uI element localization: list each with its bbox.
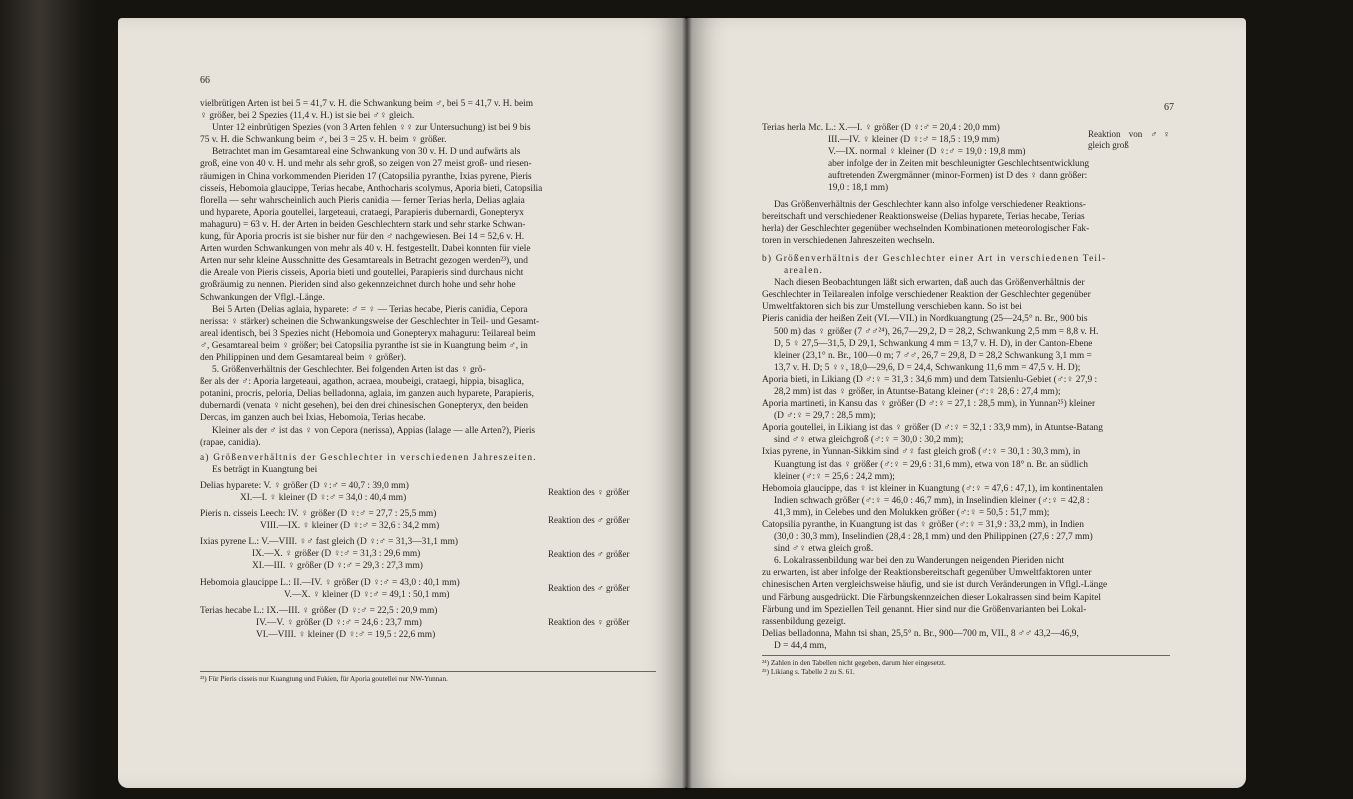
- text-line: 75 v. H. die Schwankung beim ♂, bei 3 = 25 v. H. beim ♀ größer.: [200, 135, 447, 146]
- season-group: [200, 536, 656, 572]
- text-line: Pieris canidia der heißen Zeit (VI.—VII.) in Nordkuangtung (25—24,5° n. Br., 900 bis: [762, 314, 1088, 325]
- text-line: Unter 12 einbrütigen Spezies (von 3 Arten fehlen ♀♀ zur Untersuchung) ist bei 9 bis: [212, 123, 531, 134]
- text-line: III.—IV. ♀ kleiner (D ♀:♂ = 18,5 : 19,9 mm): [828, 135, 1000, 146]
- text-line: Terias herla Mc. L.: X.—I. ♀ größer (D ♀:♂ = 20,4 : 20,0 mm): [762, 123, 1000, 133]
- text-line: kleiner (♂:♀ = 25,6 : 24,2 mm);: [774, 471, 895, 482]
- season-group: [762, 122, 1170, 158]
- text-line: VIII.—IX. ♀ kleiner (D ♀:♂ = 32,6 : 34,2 mm): [260, 521, 440, 532]
- text-line: areal identisch, bei 3 Spezies nicht (Hebomoia und Gonepteryx mahaguru: Teilareal beim: [200, 328, 536, 339]
- text-line: XI.—III. ♀ größer (D ♀:♂ = 29,3 : 27,3 mm): [252, 561, 423, 572]
- text-line: kleiner (23,1° n. Br., 100—0 m; 7 ♂♂, 26,7 = 29,8, D = 28,2 Schwankung 3,1 mm =: [774, 350, 1092, 361]
- text-line: XI.—I. ♀ kleiner (D ♀:♂ = 34,0 : 40,4 mm): [240, 493, 407, 503]
- text-line: auftretenden Zwergmänner (minor-Formen) ist D des ♀ dann größer:: [828, 171, 1088, 182]
- text-line: VI.—VIII. ♀ kleiner (D ♀:♂ = 19,5 : 22,6 mm): [256, 629, 436, 640]
- text-line: Aporia goutellei, in Likiang ist das ♀ größer (D ♂:♀ = 32,1 : 33,9 mm), in Atuntse-Batang: [762, 423, 1103, 434]
- text-line: IX.—X. ♀ größer (D ♀:♂ = 31,3 : 29,6 mm): [252, 549, 421, 560]
- right-body: [762, 122, 1170, 652]
- text-line: 19,0 : 18,1 mm): [828, 183, 889, 194]
- text-line: kung, für Aporia procris ist sie bisher nur für den ♂ nachgewiesen. Bei 14 = 52,6 v. H.: [200, 232, 525, 243]
- text-line: Pieris n. cisseis Leech: IV. ♀ größer (D ♀:♂ = 27,7 : 25,5 mm): [200, 509, 437, 520]
- text-line: Bei 5 Arten (Delias aglaia, hyparete: ♂ = ♀ — Terias hecabe, Pieris canidia, Cepora: [212, 304, 528, 315]
- text-line: Nach diesen Beobachtungen läßt sich erwarten, daß auch das Größenverhältnis der: [774, 278, 1085, 289]
- book-gutter: [682, 16, 692, 790]
- left-page: [118, 18, 686, 788]
- reaction-note: Reaktion des ♂ größer: [548, 548, 630, 559]
- text-line: 500 m) das ♀ größer (7 ♂♂²⁴), 26,7—29,2, D = 28,2, Schwankung 2,5 mm = 8,8 v. H.: [774, 326, 1099, 337]
- text-line: Terias hecabe L.: IX.—III. ♀ größer (D ♀:♂ = 22,5 : 20,9 mm): [200, 605, 438, 616]
- text-line: den Philippinen und dem Gesamtareal beim ♀ größer).: [200, 352, 406, 363]
- text-line: Färbung und im Speziellen Teil genannt. Hier sind nur die Größenvarianten bei Lokal-: [762, 604, 1087, 615]
- reaction-note: Reaktion des ♂ größer: [548, 583, 630, 594]
- text-line: rassenbildung gezeigt.: [762, 616, 846, 627]
- text-line: Indien schwach größer (♂:♀ = 46,0 : 46,7 mm), in Inselindien kleiner (♂:♀ = 42,8 :: [774, 495, 1090, 506]
- text-line: V.—X. ♀ kleiner (D ♀:♂ = 49,1 : 50,1 mm): [284, 589, 450, 600]
- text-line: Arten wurden Schwankungen von mehr als 40 v. H. festgestellt. Dabei konnten für viele: [200, 244, 531, 255]
- reaction-note: Reaktion des ♀ größer: [548, 617, 630, 628]
- text-line: und Färbung ausgedrückt. Die Färbungskennzeichen dieser Lokalrassen sind beim Kapitel: [762, 592, 1101, 603]
- text-line: herla) der Geschlechter gegenüber wechselnden Kombinationen meteorologischer Fak-: [762, 223, 1090, 234]
- text-line: IV.—V. ♀ größer (D ♀:♂ = 24,6 : 23,7 mm): [256, 617, 422, 628]
- text-line: ♀ größer, bei 2 Spezies (11,4 v. H.) ist sie bei ♂♀ gleich.: [200, 111, 415, 122]
- text-line: Ixias pyrene, in Yunnan-Sikkim sind ♂♀ fast gleich groß (♂:♀ = 30,1 : 30,3 mm), in: [762, 447, 1081, 458]
- text-line: (rapae, canidia).: [200, 437, 261, 448]
- season-group: [200, 605, 656, 641]
- text-line: Kleiner als der ♂ ist das ♀ von Cepora (nerissa), Appias (lalage — alle Arten?), Pieris: [212, 425, 536, 436]
- text-line: Hebomoia glaucippe, das ♀ ist kleiner in Kuangtung (♂:♀ = 47,6 : 47,1), im kontinentalen: [762, 483, 1103, 494]
- text-line: florella — sehr wahrscheinlich auch Pieris canidia — ferner Terias herla, Delias aglaia: [200, 195, 525, 206]
- text-line: V.—IX. normal ♀ kleiner (D ♀:♂ = 19,0 : 19,8 mm): [828, 147, 1026, 158]
- page-number: 67: [1164, 102, 1174, 113]
- text-line: 28,2 mm) ist das ♀ größer, in Atuntse-Batang kleiner (♂:♀ 28,6 : 27,4 mm);: [774, 386, 1061, 397]
- text-line: Hebomoia glaucippe L.: II.—IV. ♀ größer (D ♀:♂ = 43,0 : 40,1 mm): [200, 577, 460, 588]
- footnote: ²⁵) Likiang s. Tabelle 2 zu S. 61.: [762, 668, 855, 676]
- text-line: potanini, procris, peloria, Delias belladonna, aglaia, im ganzen auch hyparete, Parapieris,: [200, 389, 534, 400]
- section-heading: 5. Größenverhältnis der Geschlechter. Bei folgenden Arten ist das ♀ grö-: [212, 365, 486, 376]
- text-line: Delias belladonna, Mahn tsi shan, 25,5° n. Br., 900—700 m, VII., 8 ♂♂ 43,2—46,9,: [762, 628, 1079, 639]
- season-group: [200, 508, 656, 532]
- text-line: Arten nur sehr kleine Ausschnitte des Gesamtareals in Betracht gezogen werden²³), und: [200, 256, 528, 267]
- text-line: ♂, Gesamtareal beim ♀ größer; bei Catopsilia pyranthe ist sie in Kuangtung beim ♂, in: [200, 340, 528, 351]
- text-line: D, 5 ♀ 27,5—31,5, D 29,1, Schwankung 4 mm = 13,7 v. H. D), in der Canton-Ebene: [774, 338, 1093, 349]
- text-line: aber infolge der in Zeiten mit beschleunigter Geschlechtsentwicklung: [828, 159, 1090, 170]
- text-line: Catopsilia pyranthe, in Kuangtung ist das ♀ größer (♂:♀ = 31,9 : 33,2 mm), in Indien: [762, 520, 1084, 530]
- text-line: Geschlechter in Teilarealen infolge verschiedener Reaktion der Geschlechter gegenüber: [762, 290, 1091, 301]
- text-line: chinesischen Arten vergleichsweise häufig, und sie ist durch Veränderungen in Vflgl.-Länge: [762, 580, 1108, 591]
- text-line: Dercas, im ganzen auch bei Ixias, Hebomoia, Terias hecabe.: [200, 413, 426, 424]
- text-line: cisseis, Hebomoia glaucippe, Terias hecabe, Anthocharis scolymus, Aporia bieti, Catopsilia: [200, 183, 543, 194]
- text-line: vielbrütigen Arten ist bei 5 = 41,7 v. H. die Schwankung beim ♂, bei 5 = 41,7 v. H. beim: [200, 99, 534, 109]
- text-line: ßer als der ♂: Aporia largeteaui, agathon, acraea, moubeigi, crataegi, hippia, bisaglica,: [200, 377, 524, 388]
- text-line: räumigen in China vorkommenden Pieriden 17 (Catopsilia pyranthe, Ixias pyrene, Pieris: [200, 171, 532, 182]
- footnote: ²⁴) Zahlen in den Tabellen nicht gegeben, darum hier eingesetzt.: [762, 659, 946, 667]
- text-line: Aporia bieti, in Likiang (D ♂:♀ = 31,3 : 34,6 mm) und dem Tatsienlu-Gebiet (♂:♀ 27,9 :: [762, 374, 1098, 385]
- text-line: Umweltfaktoren sich bis zur Umstellung verschieben kann. So ist bei: [762, 302, 1022, 313]
- text-line: 13,7 v. H. D; 5 ♀♀, 18,0—29,6, D = 24,4, Schwankung 11,6 mm = 47,5 v. H. D);: [774, 362, 1081, 373]
- right-page: [686, 18, 1246, 788]
- text-line: groß, eine von 40 v. H. und mehr als sehr groß, so zeigen von 27 meist groß- und riesen-: [200, 159, 532, 170]
- page-number: 66: [200, 75, 210, 86]
- text-line: die Areale von Pieris cisseis, Aporia bieti und goutellei, Parapieris sind durchaus nicht: [200, 268, 524, 279]
- subsection-heading: arealen.: [784, 266, 824, 277]
- footnotes: [200, 671, 656, 684]
- text-line: nerissa: ♀ stärker) scheinen die Schwankungsweise der Geschlechter in Teil- und Gesamt-: [200, 316, 540, 327]
- text-line: mahaguru) = 63 v. H. der Arten in beiden Geschlechtern stark und sehr starke Schwan-: [200, 219, 526, 230]
- text-line: sind ♂♀ etwa gleichgroß (♂:♀ = 30,0 : 30,2 mm);: [774, 435, 964, 446]
- reaction-note: Reaktion von ♂♀ gleich groß: [1088, 129, 1170, 151]
- text-line: zu erwarten, ist aber infolge der Reaktionsbereitschaft gegenüber Umweltfaktoren unter: [762, 568, 1092, 579]
- text-line: sind ♂♀ etwa gleich groß.: [774, 544, 874, 555]
- text-line: (D ♂:♀ = 29,7 : 28,5 mm);: [774, 411, 876, 422]
- text-line: Es beträgt in Kuangtung bei: [212, 464, 318, 475]
- reaction-note: Reaktion des ♂ größer: [548, 514, 630, 525]
- text-line: großräumig zu nennen. Pieriden sind also gekennzeichnet durch hohe und sehr hohe: [200, 280, 516, 291]
- footnotes: [762, 655, 1170, 677]
- text-line: Kuangtung ist das ♀ größer (♂:♀ = 29,6 : 31,6 mm), etwa von 18° n. Br. an südlich: [774, 459, 1088, 470]
- text-line: Betrachtet man im Gesamtareal eine Schwankung von 30 v. H. D und aufwärts als: [212, 147, 521, 158]
- footnote: ²³) Für Pieris cisseis nur Kuangtung und Fukien, für Aporia goutellei nur NW-Yunnan.: [200, 675, 448, 683]
- reaction-note: Reaktion des ♀ größer: [548, 486, 630, 497]
- text-line: Aporia martineti, in Kansu das ♀ größer (D ♂:♀ = 27,1 : 28,5 mm), in Yunnan²⁵) kleiner: [762, 399, 1096, 410]
- text-line: und hyparete, Aporia goutellei, largeteaui, crataegi, Parapieris dubernardi, Gonepteryx: [200, 207, 524, 218]
- section-heading: 6. Lokalrassenbildung war bei den zu Wanderungen neigenden Pieriden nicht: [774, 556, 1065, 567]
- text-line: toren in verschiedenen Jahreszeiten wechseln.: [762, 235, 935, 246]
- season-group: [200, 577, 656, 601]
- text-line: Schwankungen der Vflgl.-Länge.: [200, 292, 325, 303]
- text-line: D = 44,4 mm,: [774, 640, 827, 651]
- text-line: Das Größenverhältnis der Geschlechter kann also infolge verschiedener Reaktions-: [774, 199, 1086, 210]
- season-group: [200, 480, 656, 504]
- text-line: Ixias pyrene L.: V.—VIII. ♀♂ fast gleich (D ♀:♂ = 31,3—31,1 mm): [200, 537, 459, 548]
- left-body: [200, 98, 656, 641]
- text-line: bereitschaft und verschiedener Reaktionsweise (Delias hyparete, Terias hecabe, Terias: [762, 211, 1085, 222]
- text-line: (30,0 : 30,3 mm), Inselindien (28,4 : 28,1 mm) und den Philippinen (27,6 : 27,7 mm): [774, 532, 1093, 543]
- text-line: 41,3 mm), in Celebes und den Molukken größer (♂:♀ = 50,5 : 51,7 mm);: [774, 507, 1050, 518]
- text-line: Delias hyparete: V. ♀ größer (D ♀:♂ = 40,7 : 39,0 mm): [200, 480, 409, 491]
- subsection-heading: a) Größenverhältnis der Geschlechter in verschiedenen Jahreszeiten.: [200, 452, 537, 463]
- text-line: dubernardi (venata ♀ nicht gesehen), bei den drei chinesischen Gonepteryx, den beiden: [200, 401, 529, 412]
- subsection-heading: b) Größenverhältnis der Geschlechter einer Art in verschiedenen Teil-: [762, 253, 1107, 264]
